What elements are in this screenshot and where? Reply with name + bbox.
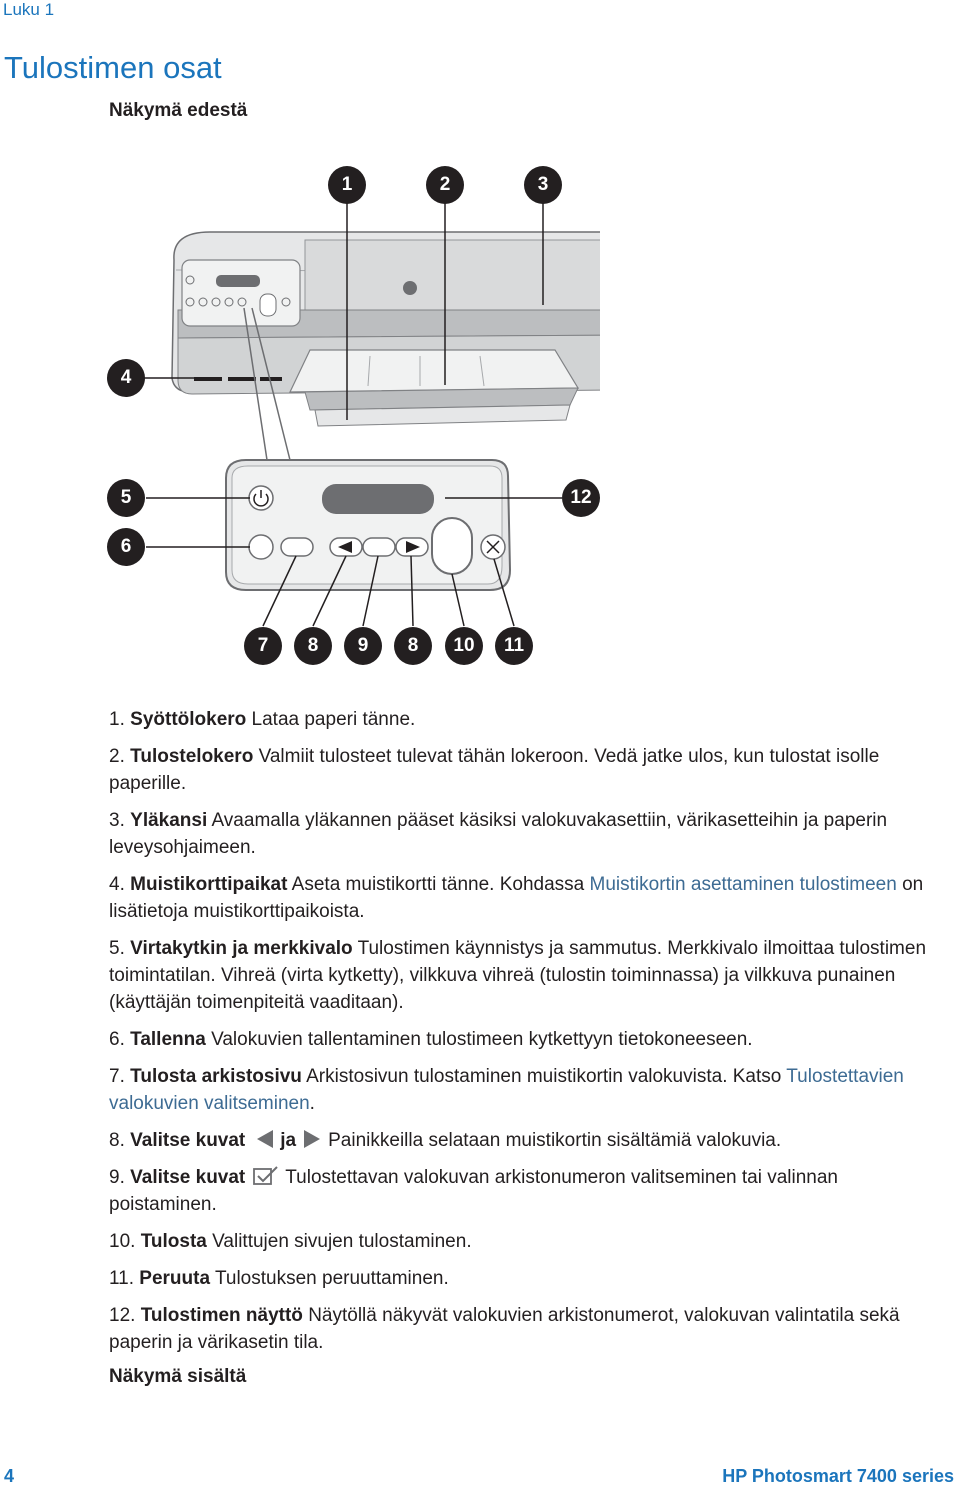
list-item: 6. Tallenna Valokuvien tallentaminen tulostimeen kytkettyyn tietokoneeseen. bbox=[109, 1029, 753, 1050]
list-item: 7. Tulosta arkistosivu Arkistosivun tulostaminen muistikortin valokuvista. Katso Tulostettavien valokuvien valitseminen. bbox=[109, 1066, 904, 1114]
list-item: 4. Muistikorttipaikat Aseta muistikortti tänne. Kohdassa Muistikortin asettaminen tulostimeen on lisätietoja muistikorttipaikoista. bbox=[109, 874, 924, 922]
right-arrow-icon bbox=[304, 1130, 320, 1148]
callout-8: 8 bbox=[294, 627, 332, 665]
callout-2: 2 bbox=[426, 166, 464, 204]
callout-9: 9 bbox=[344, 627, 382, 665]
link-memory-card[interactable]: Muistikortin asettaminen tulostimeen bbox=[589, 874, 897, 895]
list-item: 8. Valitse kuvat ja Painikkeilla selataan muistikortin sisältämiä valokuvia. bbox=[109, 1130, 782, 1151]
page-title: Tulostimen osat bbox=[4, 50, 222, 85]
link-select-photos[interactable]: Tulostettavien valokuvien valitseminen bbox=[109, 1066, 904, 1114]
callout-8b: 8 bbox=[394, 627, 432, 665]
callout-1: 1 bbox=[328, 166, 366, 204]
inside-view-heading: Näkymä sisältä bbox=[109, 1366, 247, 1387]
chapter-label: Luku 1 bbox=[3, 0, 55, 19]
list-item: 1. Syöttölokero Lataa paperi tänne. bbox=[109, 709, 416, 730]
callout-4: 4 bbox=[107, 359, 145, 397]
printer-illustration bbox=[100, 160, 600, 680]
list-item: 3. Yläkansi Avaamalla yläkannen pääset käsiksi valokuvakasettiin, värikasetteihin ja paperin leveysohjaimeen. bbox=[109, 810, 888, 858]
callout-7: 7 bbox=[244, 627, 282, 665]
callout-5: 5 bbox=[107, 479, 145, 517]
product-name: HP Photosmart 7400 series bbox=[722, 1466, 954, 1486]
list-item: 11. Peruuta Tulostuksen peruuttaminen. bbox=[109, 1268, 449, 1289]
callout-3: 3 bbox=[524, 166, 562, 204]
front-view-heading: Näkymä edestä bbox=[109, 100, 248, 121]
list-item: 10. Tulosta Valittujen sivujen tulostaminen. bbox=[109, 1231, 472, 1252]
callout-6: 6 bbox=[107, 528, 145, 566]
callout-12: 12 bbox=[562, 479, 600, 517]
parts-list bbox=[109, 706, 939, 1366]
page-number: 4 bbox=[4, 1466, 15, 1486]
list-item: 2. Tulostelokero Valmiit tulosteet tulevat tähän lokeroon. Vedä jatke ulos, kun tulostat isolle paperille. bbox=[109, 746, 880, 794]
list-item: 12. Tulostimen näyttö Näytöllä näkyvät valokuvien arkistonumerot, valokuvan valintatila sekä paperin ja värikasetin tila. bbox=[109, 1305, 900, 1353]
list-item: 9. Valitse kuvat Tulostettavan valokuvan arkistonumeron valitseminen tai valinnan poistaminen. bbox=[109, 1167, 838, 1215]
callout-11: 11 bbox=[495, 627, 533, 665]
list-item: 5. Virtakytkin ja merkkivalo Tulostimen käynnistys ja sammutus. Merkkivalo ilmoittaa tulostimen toimintatilan. Vihreä (virta kytketty), vilkkuva vihreä (tulostin toiminnassa) ja vilkkuva punainen (käyttäjän toimenpiteitä vaaditaan). bbox=[109, 938, 927, 1013]
checkbox-icon bbox=[253, 1166, 279, 1186]
callout-10: 10 bbox=[445, 627, 483, 665]
left-arrow-icon bbox=[257, 1130, 273, 1148]
printer-drawing bbox=[100, 160, 600, 680]
